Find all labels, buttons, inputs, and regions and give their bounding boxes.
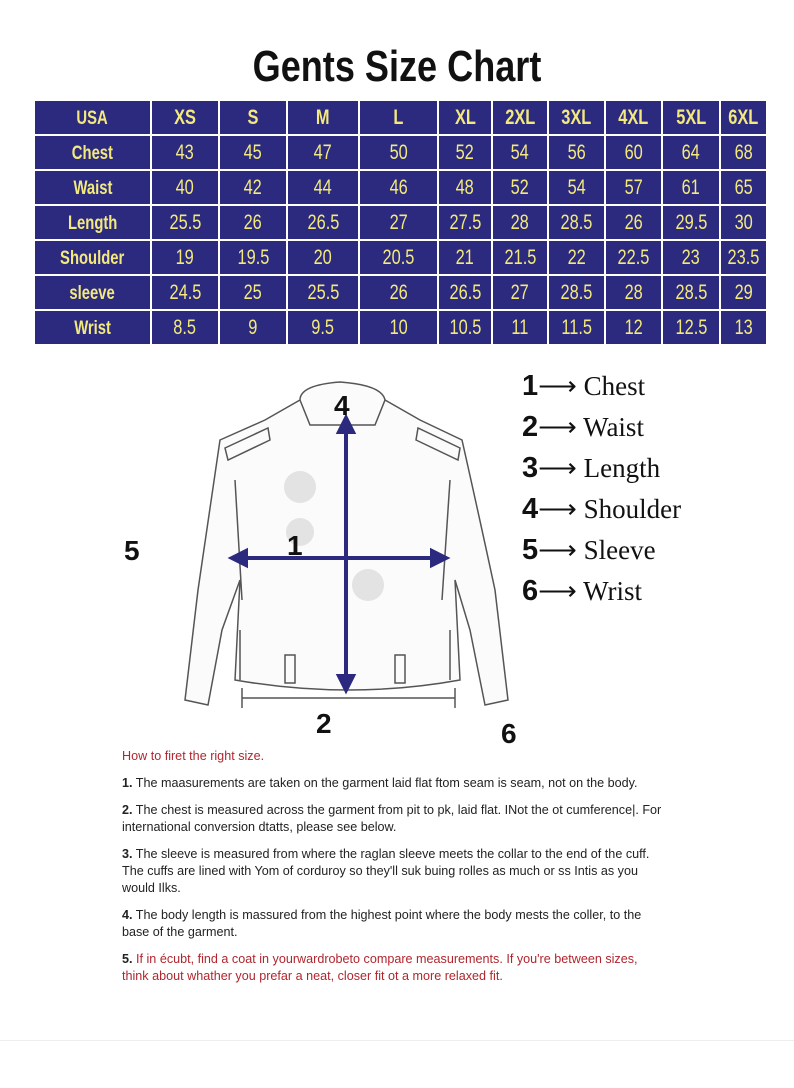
table-cell: [663, 276, 719, 309]
table-cell: [288, 136, 358, 169]
cell-text: 54: [567, 175, 586, 199]
table-row: [35, 276, 766, 309]
instruction-item: [122, 951, 662, 985]
table-cell: [360, 276, 437, 309]
cell-text: L: [393, 105, 404, 129]
table-cell: [493, 206, 547, 239]
cell-text: 3XL: [561, 105, 592, 129]
table-cell: [360, 206, 437, 239]
cell-text: S: [247, 105, 259, 129]
instruction-item: [122, 802, 662, 836]
table-cell: [439, 101, 491, 134]
cell-text: 13: [734, 315, 753, 339]
cell-text: 26: [624, 210, 643, 234]
cell-text: 43: [175, 140, 195, 164]
table-cell: [606, 276, 661, 309]
cell-text: 12: [624, 315, 643, 339]
cell-text: M: [316, 105, 330, 129]
instruction-item: [122, 846, 662, 897]
row-label: [35, 206, 150, 239]
cell-text: 47: [313, 140, 333, 164]
table-cell: [721, 171, 766, 204]
cell-text: 22: [567, 245, 586, 269]
cell-text: 23.5: [727, 245, 760, 269]
cell-text: 21.5: [504, 245, 536, 269]
cell-text: 20: [313, 245, 333, 269]
cell-text: 57: [624, 175, 643, 199]
legend-label: Sleeve: [583, 535, 656, 565]
table-cell: [549, 241, 604, 274]
table-cell: [288, 101, 358, 134]
cell-text: 52: [455, 140, 475, 164]
cell-text: 28: [510, 210, 530, 234]
table-cell: [606, 136, 661, 169]
table-cell: [721, 276, 766, 309]
table-cell: [549, 101, 604, 134]
table-cell: [663, 171, 719, 204]
cell-text: 27: [510, 280, 530, 304]
marker-wrist: 6: [501, 718, 517, 749]
legend-number: 1: [522, 370, 539, 402]
item-number: 2.: [122, 803, 133, 817]
table-cell: [549, 311, 604, 344]
table-cell: [493, 101, 547, 134]
cell-text: 5XL: [675, 105, 707, 129]
table-cell: [663, 136, 719, 169]
row-label: [35, 241, 150, 274]
table-cell: [220, 311, 286, 344]
legend-label: Length: [583, 453, 661, 483]
cell-text: 28.5: [675, 280, 707, 304]
cell-text: XL: [454, 105, 476, 129]
cell-text: 6XL: [728, 105, 759, 129]
marker-sleeve: 5: [124, 535, 140, 566]
table-cell: [152, 171, 218, 204]
divider: [0, 1040, 794, 1041]
legend-label: Shoulder: [583, 494, 682, 524]
cell-text: 2XL: [504, 105, 536, 129]
cell-text: 29: [734, 280, 753, 304]
table-cell: [606, 241, 661, 274]
legend-number: 3: [522, 452, 539, 484]
table-cell: [721, 136, 766, 169]
cell-text: Shoulder: [60, 247, 125, 269]
cell-text: 28.5: [560, 210, 593, 234]
cell-text: 28: [624, 280, 643, 304]
table-cell: [360, 171, 437, 204]
cell-text: 40: [175, 175, 195, 199]
table-cell: [220, 206, 286, 239]
cell-text: 19.5: [237, 245, 269, 269]
cell-text: 48: [455, 175, 475, 199]
table-cell: [549, 206, 604, 239]
legend-number: 2: [522, 411, 539, 443]
arrow-right-icon: ⟶: [538, 371, 577, 401]
cell-text: 30: [734, 210, 753, 234]
cell-text: 50: [389, 140, 408, 164]
cell-text: 4XL: [618, 105, 649, 129]
table-cell: [220, 136, 286, 169]
cell-text: 28.5: [560, 280, 593, 304]
item-text: The sleeve is measured from where the raglan sleeve meets the collar to the end of the cuff. The cuffs are lined with Yom of corduroy so they'll suk buing rolles as much or ss Intis as you would Ilks.: [122, 847, 650, 895]
cell-text: 8.5: [173, 315, 197, 339]
table-row: [35, 136, 766, 169]
table-cell: [152, 136, 218, 169]
table-cell: [606, 171, 661, 204]
table-cell: [493, 136, 547, 169]
cell-text: 60: [624, 140, 643, 164]
table-cell: [663, 241, 719, 274]
table-cell: [493, 276, 547, 309]
cell-text: 26.5: [307, 210, 339, 234]
cell-text: 52: [510, 175, 530, 199]
cell-text: 64: [681, 140, 701, 164]
row-label: [35, 101, 150, 134]
table-cell: [220, 171, 286, 204]
table-row: [35, 241, 766, 274]
table-cell: [288, 206, 358, 239]
table-cell: [721, 241, 766, 274]
cell-text: Wrist: [74, 317, 111, 339]
cell-text: 54: [510, 140, 530, 164]
item-number: 4.: [122, 908, 133, 922]
table-header-row: [35, 101, 766, 134]
cell-text: 10.5: [449, 315, 481, 339]
cell-text: 25.5: [307, 280, 339, 304]
table-row: [35, 311, 766, 344]
cell-text: sleeve: [69, 282, 116, 304]
size-table: [33, 99, 768, 346]
row-label: [35, 171, 150, 204]
table-cell: [288, 241, 358, 274]
table-cell: [439, 206, 491, 239]
legend-number: 5: [522, 534, 539, 566]
cell-text: 22.5: [617, 245, 650, 269]
legend-number: 6: [522, 575, 539, 607]
row-label: [35, 136, 150, 169]
cell-text: 25: [243, 280, 263, 304]
row-label: [35, 311, 150, 344]
table-cell: [360, 101, 437, 134]
cell-text: 12.5: [675, 315, 707, 339]
cell-text: 9.5: [311, 315, 335, 339]
cell-text: Chest: [71, 142, 114, 164]
legend-item: [522, 370, 645, 403]
cell-text: 26.5: [449, 280, 481, 304]
table-cell: [549, 171, 604, 204]
table-cell: [721, 311, 766, 344]
jacket-diagram: [150, 380, 530, 720]
table-cell: [663, 311, 719, 344]
table-cell: [549, 276, 604, 309]
cell-text: XS: [174, 105, 196, 129]
instruction-item: [122, 775, 662, 792]
arrow-right-icon: ⟶: [538, 412, 577, 442]
cell-text: Waist: [73, 177, 112, 199]
marker-chest: 1: [287, 530, 303, 561]
cell-text: 11: [511, 315, 529, 339]
legend-item: [522, 452, 660, 485]
legend-item: [522, 493, 681, 526]
legend-item: [522, 534, 656, 567]
cell-text: 26: [389, 280, 408, 304]
marker-shoulder: 4: [334, 390, 350, 421]
table-cell: [439, 241, 491, 274]
table-cell: [549, 136, 604, 169]
table-cell: [220, 101, 286, 134]
cell-text: 27: [389, 210, 408, 234]
item-number: 3.: [122, 847, 133, 861]
row-label: [35, 276, 150, 309]
cell-text: 23: [681, 245, 701, 269]
table-cell: [220, 276, 286, 309]
table-cell: [721, 206, 766, 239]
legend-label: Chest: [583, 371, 646, 401]
cell-text: 65: [734, 175, 753, 199]
table-cell: [360, 311, 437, 344]
cell-text: 56: [567, 140, 586, 164]
arrow-right-icon: ⟶: [538, 535, 577, 565]
instructions: [122, 748, 662, 995]
cell-text: 45: [243, 140, 263, 164]
table-cell: [288, 311, 358, 344]
table-cell: [439, 311, 491, 344]
cell-text: 10: [389, 315, 408, 339]
item-text: The body length is massured from the highest point where the body mests the coller, to the base of the garment.: [122, 908, 642, 939]
table-cell: [152, 311, 218, 344]
legend-number: 4: [522, 493, 539, 525]
cell-text: 42: [243, 175, 263, 199]
table-cell: [493, 171, 547, 204]
table-cell: [152, 276, 218, 309]
cell-text: 46: [389, 175, 408, 199]
cell-text: 24.5: [169, 280, 201, 304]
table-cell: [288, 171, 358, 204]
item-number: 5.: [122, 952, 133, 966]
instruction-item: [122, 907, 662, 941]
cell-text: 20.5: [382, 245, 415, 269]
legend-label: Waist: [583, 412, 644, 442]
table-cell: [220, 241, 286, 274]
page-title: Gents Size Chart: [252, 42, 542, 91]
table-row: [35, 171, 766, 204]
cell-text: 29.5: [675, 210, 707, 234]
table-cell: [721, 101, 766, 134]
table-cell: [152, 206, 218, 239]
item-text: If in écubt, find a coat in yourwardrobeto compare measurements. If you're between sizes, think about whather you prefar a neat, closer fit ot a more relaxed fit.: [122, 952, 638, 983]
cell-text: 19: [175, 245, 195, 269]
arrow-right-icon: ⟶: [538, 494, 577, 524]
item-text: The chest is measured across the garment from pit to pk, laid flat. INot the ot cumference|. For international conversion dtatts, please see below.: [122, 803, 662, 834]
legend-item: [522, 575, 642, 608]
table-cell: [663, 206, 719, 239]
cell-text: Length: [67, 212, 118, 234]
cell-text: 9: [248, 315, 258, 339]
legend-label: Wrist: [583, 576, 643, 606]
table-cell: [439, 136, 491, 169]
table-cell: [606, 311, 661, 344]
item-number: 1.: [122, 776, 133, 790]
cell-text: 26: [243, 210, 263, 234]
cell-text: 61: [681, 175, 701, 199]
arrow-right-icon: ⟶: [538, 453, 577, 483]
table-cell: [152, 101, 218, 134]
table-cell: [439, 276, 491, 309]
cell-text: 25.5: [169, 210, 201, 234]
table-cell: [493, 311, 547, 344]
table-cell: [152, 241, 218, 274]
instructions-heading: How to firet the right size.: [122, 749, 265, 763]
legend-item: [522, 411, 644, 444]
table-cell: [663, 101, 719, 134]
item-text: The maasurements are taken on the garment laid flat ftom seam is seam, not on the body.: [135, 776, 638, 790]
table-cell: [288, 276, 358, 309]
table-cell: [360, 136, 437, 169]
cell-text: 27.5: [449, 210, 481, 234]
cell-text: USA: [76, 107, 109, 129]
cell-text: 21: [455, 245, 475, 269]
table-cell: [439, 171, 491, 204]
cell-text: 44: [313, 175, 333, 199]
table-cell: [360, 241, 437, 274]
cell-text: 68: [734, 140, 753, 164]
marker-waist: 2: [316, 708, 332, 739]
table-cell: [493, 241, 547, 274]
table-cell: [606, 101, 661, 134]
arrow-right-icon: ⟶: [538, 576, 577, 606]
table-row: [35, 206, 766, 239]
table-cell: [606, 206, 661, 239]
cell-text: 11.5: [561, 315, 592, 339]
